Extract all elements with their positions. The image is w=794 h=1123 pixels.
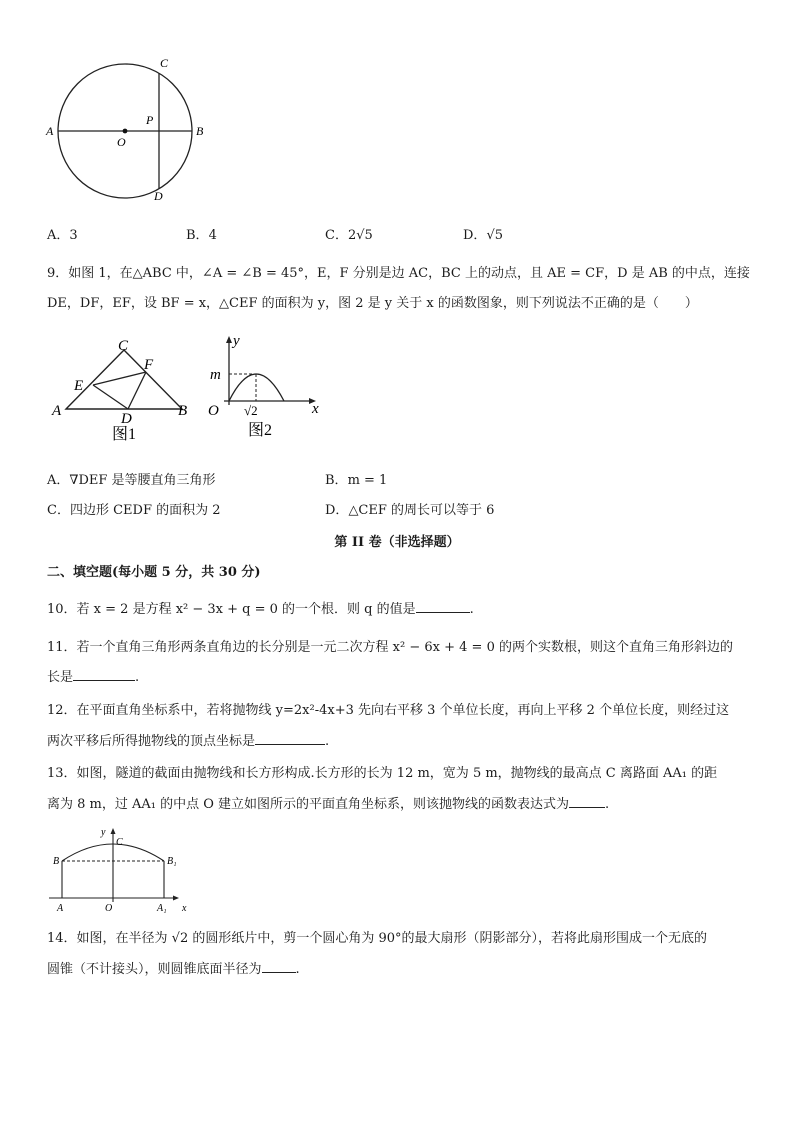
tunnel-label-x: x <box>182 903 187 914</box>
tunnel-label-a1: A₁ <box>157 903 167 914</box>
q9-option-a: A．∇DEF 是等腰直角三角形 <box>47 473 216 488</box>
q11-answer-blank[interactable] <box>73 668 135 681</box>
q9-option-d: D．△CEF 的周长可以等于 6 <box>325 503 495 518</box>
tunnel-x-arrow <box>173 896 179 901</box>
tunnel-label-o: O <box>105 903 113 914</box>
tunnel-y-arrow <box>111 828 116 834</box>
segment-de <box>93 385 128 409</box>
tunnel-label-a: A <box>57 903 64 914</box>
fig1-label-e: E <box>74 378 84 394</box>
fig2-caption: 图2 <box>248 422 273 439</box>
q8-option-d: D．√5 <box>463 228 503 243</box>
label-o: O <box>117 135 126 149</box>
q11-line1: 11．若一个直角三角形两条直角边的长分别是一元二次方程 x² − 6x + 4 = 0 的两个实数根，则这个直角三角形斜边的 <box>47 640 733 655</box>
q13-line2: 离为 8 m，过 AA₁ 的中点 O 建立如图所示的平面直角坐标系，则该抛物线的函数表达式为 . <box>47 797 610 812</box>
q9-line2: DE，DF，EF，设 BF = x，△CEF 的面积为 y，图 2 是 y 关于 x 的函数图象，则下列说法不正确的是（ ） <box>47 296 698 311</box>
tunnel-label-y: y <box>101 827 106 838</box>
fig1-label-a: A <box>52 403 62 419</box>
part2-title: 二、填空题(每小题 5 分，共 30 分) <box>47 565 261 580</box>
fig2-label-x: x <box>312 401 319 417</box>
tunnel-label-b1: B₁ <box>167 856 177 867</box>
q9-option-c: C．四边形 CEDF 的面积为 2 <box>47 503 221 518</box>
q13-tunnel-figure <box>45 825 205 920</box>
fig2-label-o: O <box>208 403 219 419</box>
fig1-label-b: B <box>178 403 188 419</box>
segment-df <box>128 372 146 409</box>
q14-answer-blank[interactable] <box>262 960 296 973</box>
q8-circle-figure <box>40 58 260 218</box>
tunnel-label-c: C <box>116 837 123 848</box>
q12-answer-blank[interactable] <box>255 732 325 745</box>
fig1-caption: 图1 <box>112 426 137 443</box>
triangle-abc <box>66 350 182 409</box>
q9-line1: 9．如图 1，在△ABC 中，∠A = ∠B = 45°，E，F 分别是边 AC，BC 上的动点，且 AE = CF，D 是 AB 的中点，连接 <box>47 266 750 281</box>
q9-option-b: B．m = 1 <box>325 473 388 488</box>
q10: 10．若 x = 2 是方程 x² − 3x + q = 0 的一个根．则 q 的值是 . <box>47 602 474 617</box>
fig1-label-d: D <box>121 411 132 427</box>
q8-option-c: C．2√5 <box>325 228 373 243</box>
label-a: A <box>46 124 54 138</box>
q14-line1: 14．如图，在半径为 √2 的圆形纸片中，剪一个圆心角为 90°的最大扇形（阴影部分），若将此扇形围成一个无底的 <box>47 931 708 946</box>
tunnel-label-b: B <box>53 856 60 867</box>
fig2-label-m: m <box>210 367 221 383</box>
section-title: 第 II 卷（非选择题） <box>334 535 460 550</box>
q12-line1: 12．在平面直角坐标系中，若将抛物线 y=2x²-4x+3 先向右平移 3 个单位长度，再向上平移 2 个单位长度，则经过这 <box>47 703 730 718</box>
label-p: P <box>146 113 154 127</box>
q9-figure-2 <box>200 333 330 443</box>
q11-line2: 长是 . <box>47 670 140 685</box>
q10-answer-blank[interactable] <box>416 600 470 613</box>
fig2-y-arrow <box>226 336 232 343</box>
q14-line2: 圆锥（不计接头），则圆锥底面半径为 . <box>47 962 300 977</box>
label-c: C <box>160 56 169 70</box>
label-b: B <box>196 124 204 138</box>
label-d: D <box>154 189 163 203</box>
q12-line2: 两次平移后所得抛物线的顶点坐标是 . <box>47 734 330 749</box>
q13-answer-blank[interactable] <box>569 795 605 808</box>
fig1-label-f: F <box>144 357 154 373</box>
center-dot <box>123 129 128 134</box>
q8-option-b: B．4 <box>186 228 217 243</box>
q8-option-a: A．3 <box>47 228 78 243</box>
q9-figure-1 <box>48 335 218 445</box>
q13-line1: 13．如图，隧道的截面由抛物线和长方形构成.长方形的长为 12 m，宽为 5 m，抛物线的最高点 C 离路面 AA₁ 的距 <box>47 766 718 781</box>
fig1-label-c: C <box>118 338 129 354</box>
fig2-label-y: y <box>233 333 240 349</box>
fig2-label-sqrt2: √2 <box>244 403 258 418</box>
